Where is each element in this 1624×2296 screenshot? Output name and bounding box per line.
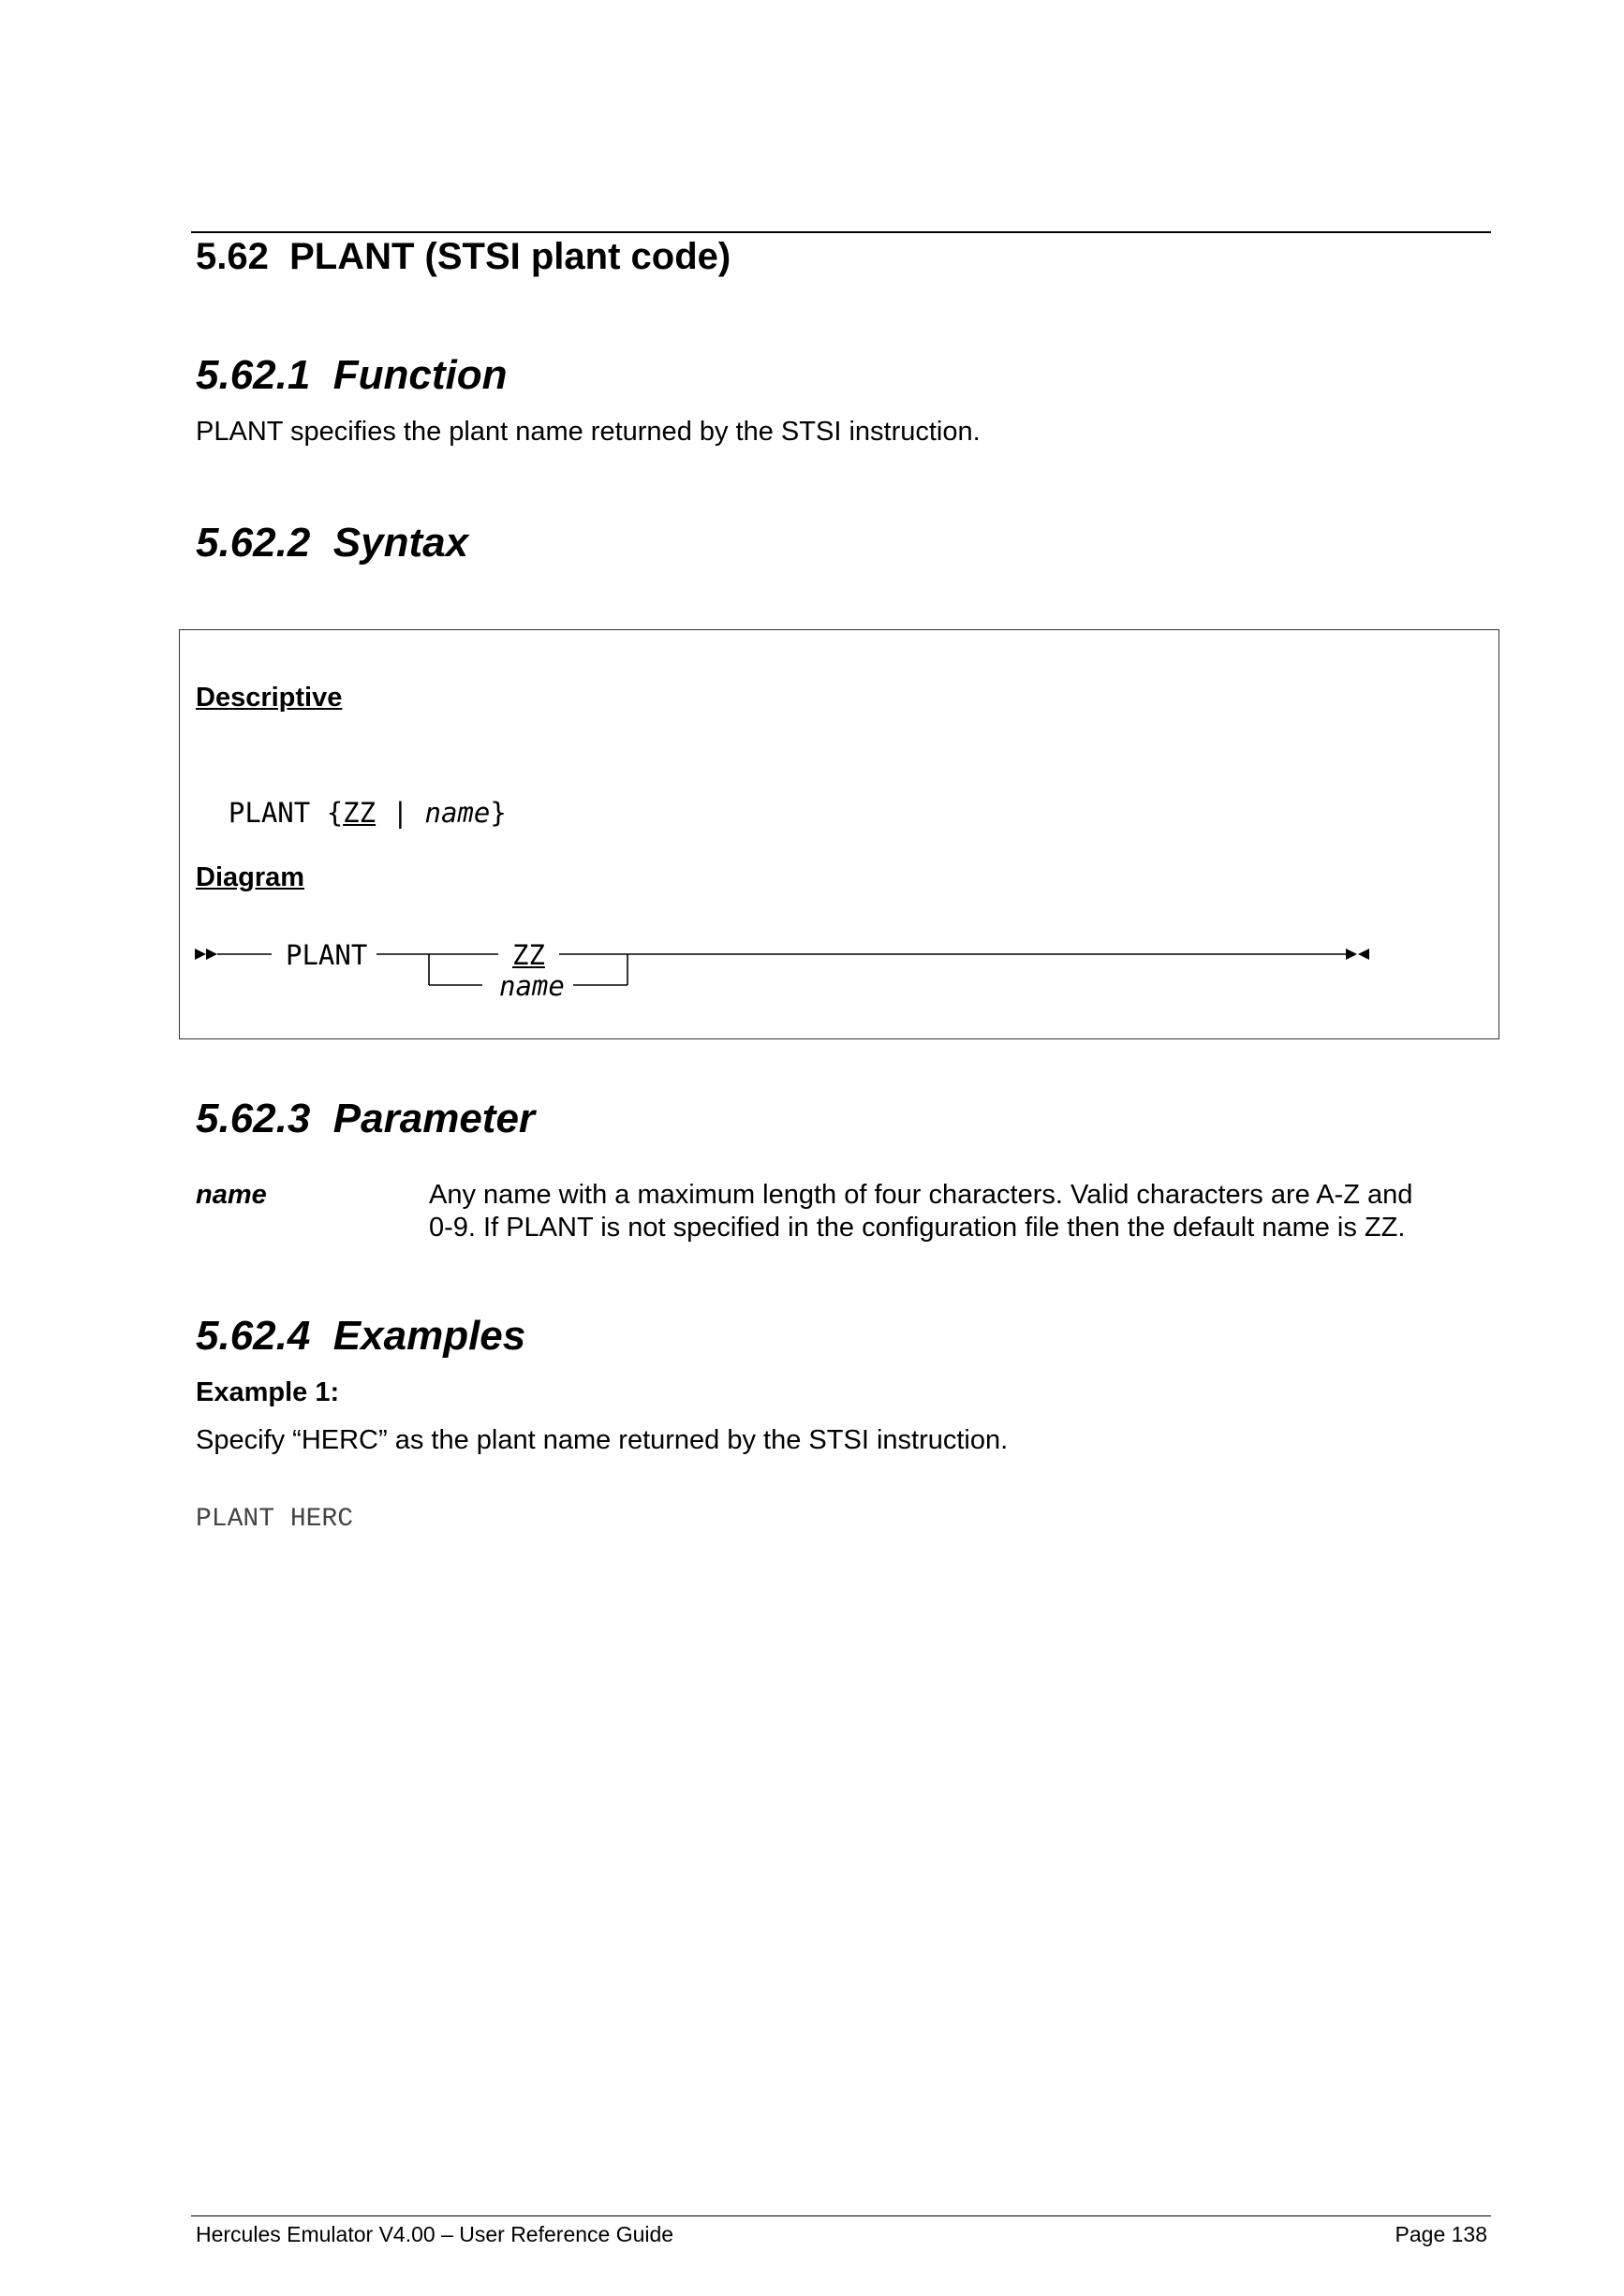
diagram-alt-text: name (499, 970, 565, 1002)
parameter-heading (196, 1096, 535, 1142)
footer-right: Page 138 (1395, 2222, 1487, 2246)
diagram-start-arrow-1 (195, 949, 206, 960)
diagram-end-arrow-2 (1358, 949, 1369, 960)
footer-rule (191, 2215, 1491, 2216)
parameter-name-text: name (196, 1180, 267, 1210)
diagram-start-arrow-2 (206, 949, 217, 960)
syntax-heading-number: 5.62.2 (196, 520, 311, 566)
function-heading-number: 5.62.1 (196, 352, 311, 398)
syntax-diagram (0, 0, 1624, 1030)
parameter-description-line-1: Any name with a maximum length of four characters. Valid characters are A-Z and (429, 1180, 1413, 1210)
parameter-heading-number: 5.62.3 (196, 1096, 311, 1141)
diagram-keyword: PLANT (286, 939, 368, 971)
syntax-heading-text: Syntax (332, 520, 469, 566)
parameter-name (196, 1179, 267, 1212)
example-1-code: PLANT HERC (196, 1505, 354, 1534)
descriptive-default: ZZ (343, 797, 376, 829)
diagram-end-arrow-1 (1346, 949, 1357, 960)
function-heading-text: Function (332, 352, 508, 398)
example-1-label: Example 1: (196, 1377, 340, 1407)
parameter-heading-text: Parameter (332, 1096, 536, 1141)
examples-heading-number: 5.62.4 (196, 1313, 311, 1359)
diagram-alt (499, 970, 565, 1002)
parameter-description-line-2: 0-9. If PLANT is not specified in the configuration file then the default name is ZZ. (429, 1213, 1406, 1243)
examples-heading-text: Examples (332, 1313, 526, 1359)
section-title-text: PLANT (STSI plant code) (289, 236, 731, 277)
descriptive-separator: | (391, 797, 409, 829)
function-text: PLANT specifies the plant name returned by the STSI instruction. (196, 417, 981, 447)
diagram-label: Diagram (196, 862, 305, 892)
descriptive-open-brace: { (326, 797, 344, 829)
section-number: 5.62 (196, 236, 269, 277)
examples-heading (196, 1313, 525, 1360)
diagram-default: ZZ (512, 939, 545, 971)
descriptive-close-brace: } (490, 797, 507, 829)
descriptive-keyword: PLANT (228, 797, 311, 829)
descriptive-alt: name (424, 797, 491, 829)
example-1-text: Specify “HERC” as the plant name returned by the STSI instruction. (196, 1425, 1009, 1455)
footer-left: Hercules Emulator V4.00 – User Reference Guide (196, 2222, 674, 2246)
descriptive-label: Descriptive (196, 683, 343, 713)
